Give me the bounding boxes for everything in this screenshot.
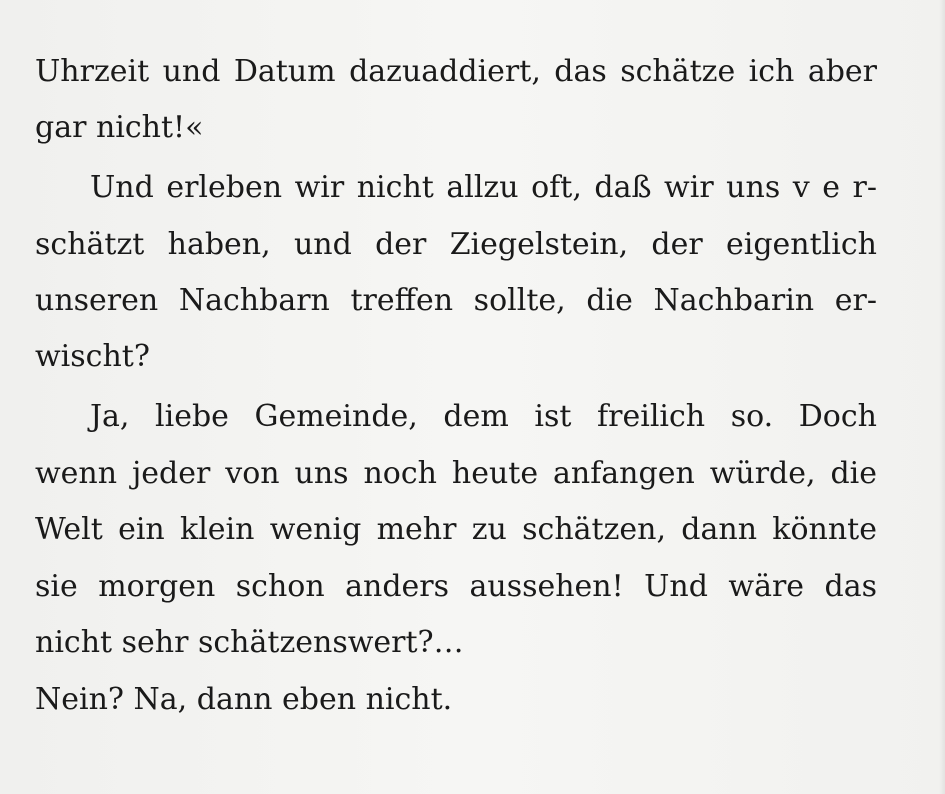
- text-line-12: Nein? Na, dann eben nicht.: [35, 682, 453, 717]
- text-line-10: sie morgen schon anders aussehen! Und wäre das: [35, 569, 877, 604]
- text-line-9: Welt ein klein wenig mehr zu schätzen, dann könnte: [35, 512, 877, 547]
- text-line-11: nicht sehr schätzenswert?…: [35, 625, 464, 660]
- text-line-4: schätzt haben, und der Ziegelstein, der eigentlich: [35, 227, 877, 262]
- text-line-2: gar nicht!«: [35, 110, 204, 145]
- text-line-8: wenn jeder von uns noch heute anfangen würde, die: [35, 456, 877, 491]
- text-line-1: Uhrzeit und Datum dazuaddiert, das schätze ich aber: [35, 54, 877, 89]
- text-line-3: Und erleben wir nicht allzu oft, daß wir uns v e r-: [90, 170, 877, 205]
- page-edge-shadow: [939, 0, 945, 794]
- text-line-7: Ja, liebe Gemeinde, dem ist freilich so. Doch: [90, 399, 877, 434]
- text-line-5: unseren Nachbarn treffen sollte, die Nachbarin er-: [35, 283, 877, 318]
- text-line-6: wischt?: [35, 339, 150, 374]
